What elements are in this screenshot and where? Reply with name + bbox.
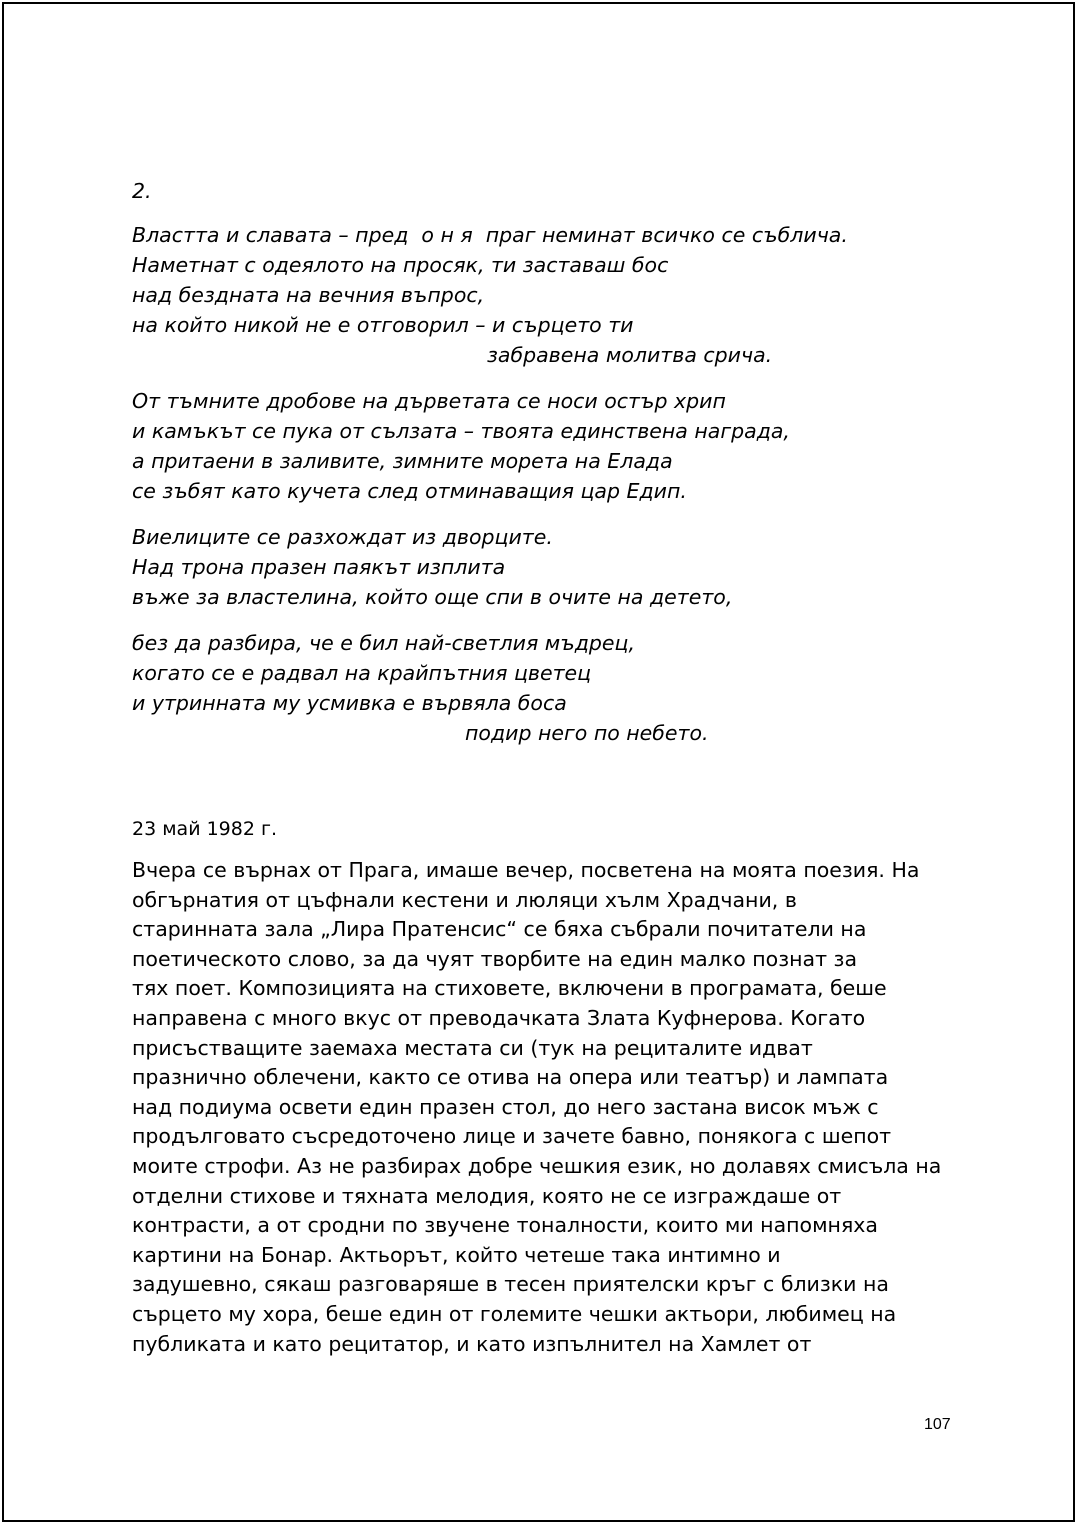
poem-line: От тъмните дробове на дърветата се носи остър хрип [132,389,726,413]
poem-line: и утринната му усмивка е вървяла боса [132,691,567,715]
diary-line: присъстващите заемаха местата си (тук на рециталите идват [132,1035,813,1060]
diary-body [132,856,962,1359]
poem-line: Над трона празен паякът изплита [132,555,506,579]
diary-line: контрасти, а от сродни по звучене тоналности, които ми напомняха [132,1213,878,1238]
poem-line: над бездната на вечния въпрос, [132,283,485,307]
diary-line: сърцето му хора, беше един от големите чешки актьори, любимец на [132,1301,897,1326]
diary-line: моите строфи. Аз не разбирах добре чешкия език, но долавях смисъла на [132,1153,942,1178]
page-number: 107 [924,1416,951,1433]
stanza-1 [132,220,992,370]
poem-line: на който никой не е отговорил – и сърцето ти [132,313,634,337]
poem-number: 2. [132,179,152,203]
poem-line: Властта и славата – пред о н я праг неминат всичко се съблича. [132,223,848,247]
diary-line: поетическото слово, за да чуят творбите на един малко познат за [132,946,858,971]
diary-line: празнично облечени, както се отива на опера или театър) и лампата [132,1065,889,1090]
diary-line: старинната зала „Лира Пратенсис“ се бяха събрали почитатели на [132,917,867,942]
poem-line: въже за властелина, който още спи в очите на детето, [132,585,733,609]
poem-line: когато се е радвал на крайпътния цветец [132,661,592,685]
diary-line: Вчера се върнах от Прага, имаше вечер, посветена на моята поезия. На [132,858,920,882]
poem-line-indented: подир него по небето. [465,721,709,745]
diary-line: публиката и като рецитатор, и като изпълнител на Хамлет от [132,1331,812,1356]
stanza-2 [132,386,992,506]
stanza-3 [132,522,992,612]
diary-line: картини на Бонар. Актьорът, който четеше така интимно и [132,1242,781,1267]
poem-line: Наметнат с одеялото на просяк, ти заставаш бос [132,253,669,277]
diary-line: тях поет. Композицията на стиховете, включени в програмата, беше [132,976,887,1001]
diary-line: направена с много вкус от преводачката Злата Куфнерова. Когато [132,1005,866,1030]
diary-line: обгърнатия от цъфнали кестени и люляци хълм Храдчани, в [132,887,797,912]
poem-line: и камъкът се пука от сълзата – твоята единствена награда, [132,419,790,443]
poem-line: Виелиците се разхождат из дворците. [132,525,553,549]
book-page [2,2,1075,1522]
diary-line: над подиума освети един празен стол, до него застана висок мъж с [132,1094,879,1119]
diary-entry [132,814,962,1359]
diary-line: задушевно, сякаш разговаряше в тесен приятелски кръг с близки на [132,1272,889,1297]
diary-line: отделни стихове и тяхната мелодия, която не се изграждаше от [132,1183,842,1208]
poem-line-indented: забравена молитва срича. [487,343,773,367]
diary-line: продълговато съсредоточено лице и зачете бавно, понякога с шепот [132,1124,892,1149]
poem-line: без да разбира, че е бил най-светлия мъдрец, [132,631,636,655]
stanza-4 [132,628,992,748]
poem-line: а притаени в заливите, зимните морета на Елада [132,449,673,473]
poem [132,176,992,764]
diary-date: 23 май 1982 г. [132,818,277,840]
poem-line: се зъбят като кучета след отминаващия цар Едип. [132,479,687,503]
